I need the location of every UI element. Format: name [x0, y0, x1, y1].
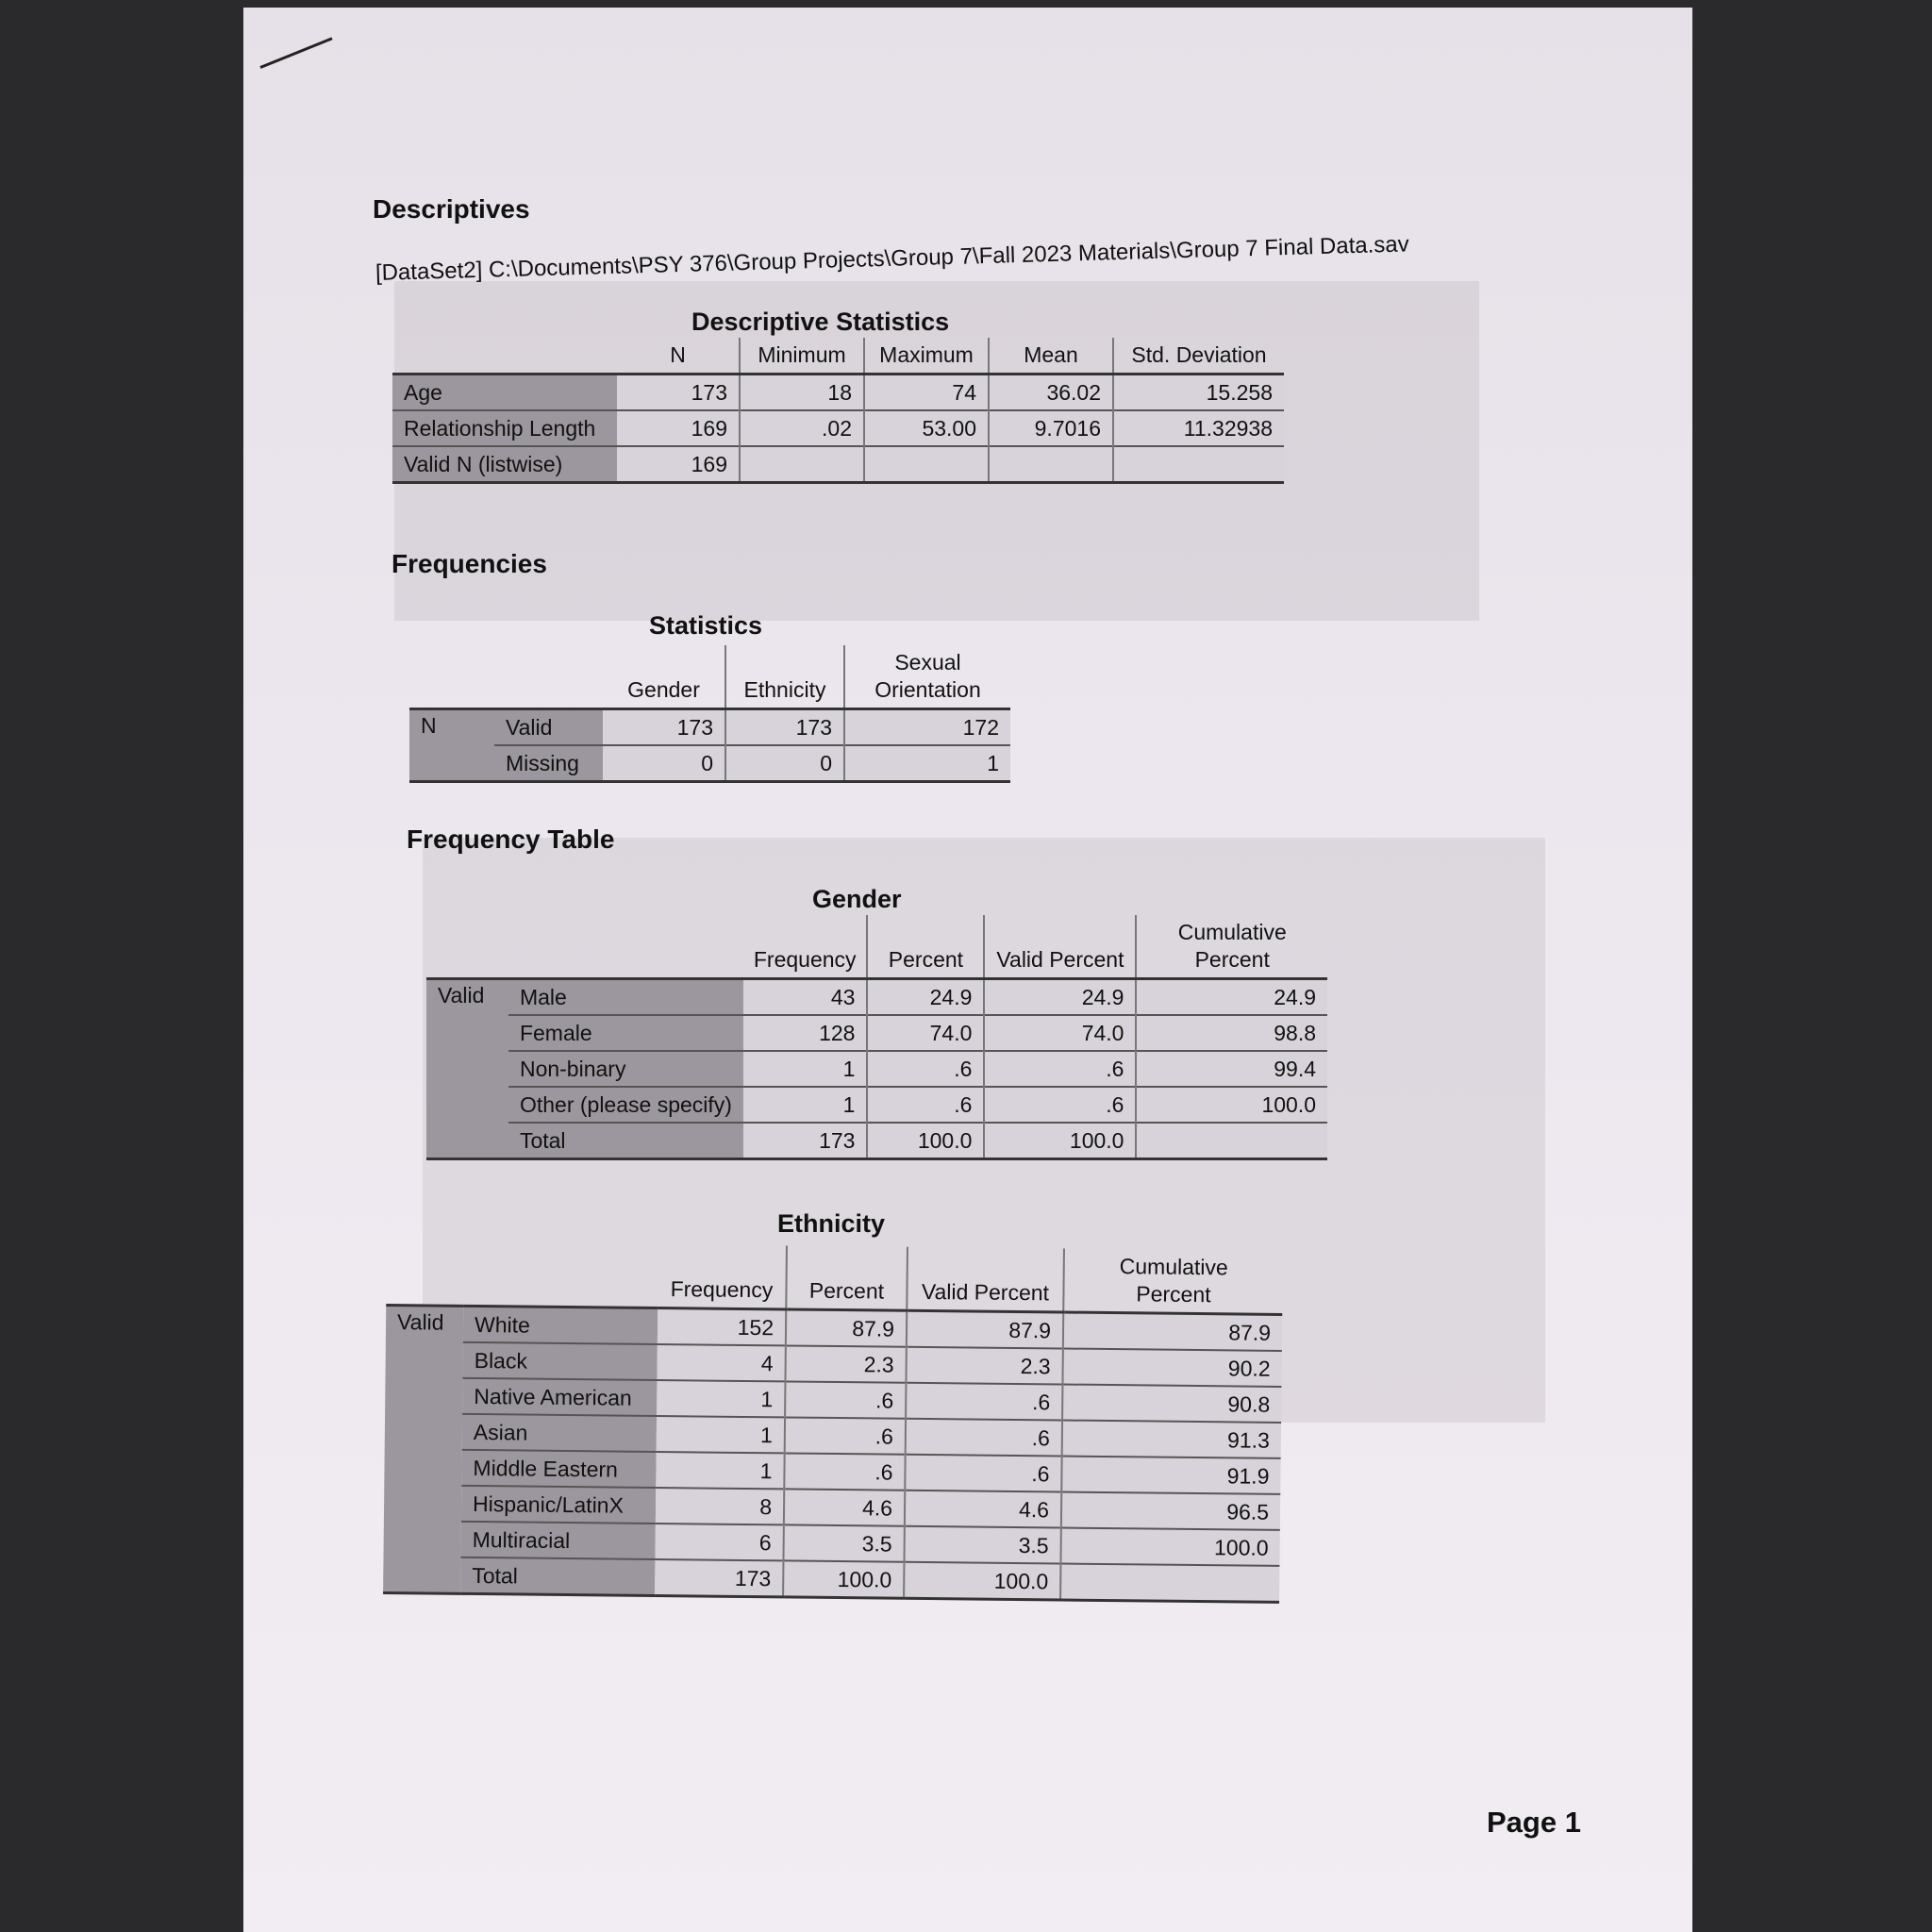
cell: .6 — [984, 1051, 1136, 1087]
cell: 43 — [743, 979, 868, 1016]
cell — [1113, 446, 1284, 483]
descriptive-statistics-table — [392, 338, 1284, 484]
row-label: Missing — [494, 745, 603, 782]
group-label: Valid — [426, 979, 508, 1159]
table-row — [426, 979, 1327, 1016]
cell: 152 — [658, 1308, 786, 1346]
cell: 173 — [743, 1123, 868, 1159]
header-blank — [426, 915, 743, 979]
cell: 1 — [743, 1051, 868, 1087]
cell: .6 — [984, 1087, 1136, 1123]
row-label: Relationship Length — [392, 410, 617, 446]
cell: 100.0 — [1060, 1528, 1279, 1566]
cell: 1 — [743, 1087, 868, 1123]
frequency-table-title: Frequency Table — [407, 824, 615, 854]
cell: 9.7016 — [989, 410, 1113, 446]
cell: 100.0 — [867, 1123, 984, 1159]
cell — [1060, 1564, 1279, 1603]
printed-page — [243, 8, 1692, 1932]
page-number: Page 1 — [1487, 1806, 1581, 1839]
ethnicity-title: Ethnicity — [777, 1209, 886, 1238]
cell: .6 — [785, 1381, 906, 1418]
row-label: Hispanic/LatinX — [461, 1486, 656, 1524]
header-cell: Percent — [867, 915, 984, 979]
cell: 3.5 — [904, 1526, 1060, 1564]
ethnicity-table — [383, 1241, 1283, 1604]
cell: 24.9 — [984, 979, 1136, 1016]
header-cell: Std. Deviation — [1113, 338, 1284, 375]
header-blank — [392, 338, 617, 375]
cell: 6 — [655, 1524, 783, 1560]
row-label: Male — [508, 979, 743, 1016]
header-cell: Valid Percent — [907, 1247, 1064, 1312]
row-label: Total — [508, 1123, 743, 1159]
cell: .6 — [906, 1383, 1062, 1421]
cell: 15.258 — [1113, 375, 1284, 411]
cell: 74.0 — [984, 1015, 1136, 1051]
row-label: White — [463, 1306, 658, 1344]
table-row — [409, 709, 1010, 746]
table-row — [426, 1051, 1327, 1087]
header-cell: Frequency — [670, 1276, 774, 1303]
cell: .02 — [740, 410, 864, 446]
gender-title: Gender — [812, 885, 902, 913]
table-row — [426, 1087, 1327, 1123]
header-cell: Mean — [989, 338, 1113, 375]
statistics-title: Statistics — [649, 611, 763, 640]
table-row — [426, 1015, 1327, 1051]
cell: .6 — [867, 1051, 984, 1087]
cell — [989, 446, 1113, 483]
row-label: Other (please specify) — [508, 1087, 743, 1123]
cell — [864, 446, 989, 483]
header-blank — [386, 1241, 658, 1308]
cell: 18 — [740, 375, 864, 411]
row-label: Asian — [462, 1414, 657, 1452]
cell: .6 — [785, 1417, 906, 1454]
table-row — [409, 745, 1010, 782]
cell: 87.9 — [786, 1309, 907, 1347]
table-row — [392, 375, 1284, 411]
header-cell: Maximum — [864, 338, 989, 375]
statistics-table — [409, 645, 1010, 783]
cell: 169 — [617, 446, 740, 483]
cell: 100.0 — [783, 1560, 904, 1598]
frequencies-title: Frequencies — [391, 549, 547, 578]
cell: 173 — [603, 709, 725, 746]
cell: 74.0 — [867, 1015, 984, 1051]
cell: 1 — [656, 1452, 784, 1489]
cell: 1 — [844, 745, 1010, 782]
cell: 87.9 — [907, 1310, 1063, 1348]
cell: 24.9 — [1136, 979, 1327, 1016]
descriptives-title: Descriptives — [373, 194, 530, 224]
cell: 96.5 — [1061, 1492, 1280, 1530]
table-row — [392, 446, 1284, 483]
cell: .6 — [906, 1419, 1062, 1457]
cell: 2.3 — [785, 1345, 906, 1382]
cell: 1 — [657, 1380, 785, 1417]
cell: 128 — [743, 1015, 868, 1051]
header-cell: Cumulative Percent — [1063, 1249, 1283, 1315]
header-cell: Frequency — [753, 947, 857, 972]
row-label: Multiracial — [460, 1522, 655, 1559]
header-cell: Sexual Orientation — [844, 645, 1010, 709]
cell: 36.02 — [989, 375, 1113, 411]
cell: 4 — [657, 1344, 785, 1381]
header-cell: Valid Percent — [984, 915, 1136, 979]
cell: 91.9 — [1061, 1457, 1280, 1494]
cell: .6 — [784, 1453, 905, 1490]
row-label: Middle Eastern — [461, 1450, 656, 1488]
cell: 173 — [617, 375, 740, 411]
row-label: Age — [392, 375, 617, 411]
cell: 100.0 — [1136, 1087, 1327, 1123]
cell: 173 — [725, 709, 844, 746]
row-label: Black — [462, 1342, 657, 1380]
cell: 53.00 — [864, 410, 989, 446]
cell — [740, 446, 864, 483]
row-label: Valid — [494, 709, 603, 746]
gender-table — [426, 915, 1327, 1160]
cell: 87.9 — [1063, 1312, 1282, 1351]
header-cell: Gender — [627, 677, 700, 702]
row-label: Valid N (listwise) — [392, 446, 617, 483]
cell: 3.5 — [783, 1524, 904, 1561]
cell: .6 — [867, 1087, 984, 1123]
cell: .6 — [905, 1455, 1061, 1492]
cell: 0 — [725, 745, 844, 782]
cell: 169 — [617, 410, 740, 446]
cell: 11.32938 — [1113, 410, 1284, 446]
dataset-path: [DataSet2] C:\Documents\PSY 376\Group Projects\Group 7\Fall 2023 Materials\Group 7 Final Data.sav — [375, 231, 1410, 286]
row-label: Native American — [462, 1378, 657, 1416]
header-cell: Cumulative Percent — [1136, 915, 1327, 979]
cell: 4.6 — [784, 1489, 905, 1525]
cell: 90.8 — [1062, 1385, 1281, 1423]
cell: 8 — [656, 1488, 784, 1524]
table-row — [392, 410, 1284, 446]
cell: 1 — [657, 1416, 785, 1453]
cell: 100.0 — [984, 1123, 1136, 1159]
cell: 91.3 — [1062, 1421, 1281, 1458]
table-row — [426, 1123, 1327, 1159]
row-label: Non-binary — [508, 1051, 743, 1087]
cell: 100.0 — [904, 1562, 1060, 1600]
descriptive-statistics-title: Descriptive Statistics — [691, 308, 950, 336]
header-cell: Percent — [786, 1245, 908, 1310]
cell: 74 — [864, 375, 989, 411]
cell: 98.8 — [1136, 1015, 1327, 1051]
pen-mark — [259, 37, 332, 68]
group-label: Valid — [383, 1305, 463, 1593]
group-label: N — [409, 709, 494, 782]
cell: 172 — [844, 709, 1010, 746]
cell: 24.9 — [867, 979, 984, 1016]
row-label: Total — [460, 1557, 655, 1596]
cell: 173 — [655, 1559, 783, 1597]
cell: 0 — [603, 745, 725, 782]
cell: 99.4 — [1136, 1051, 1327, 1087]
cell — [1136, 1123, 1327, 1159]
row-label: Female — [508, 1015, 743, 1051]
cell: 2.3 — [906, 1347, 1062, 1385]
header-cell: Ethnicity — [725, 645, 844, 709]
cell: 90.2 — [1062, 1349, 1281, 1387]
cell: 4.6 — [905, 1491, 1061, 1528]
header-cell: Minimum — [740, 338, 864, 375]
header-blank — [409, 645, 603, 709]
header-cell: N — [670, 342, 686, 367]
